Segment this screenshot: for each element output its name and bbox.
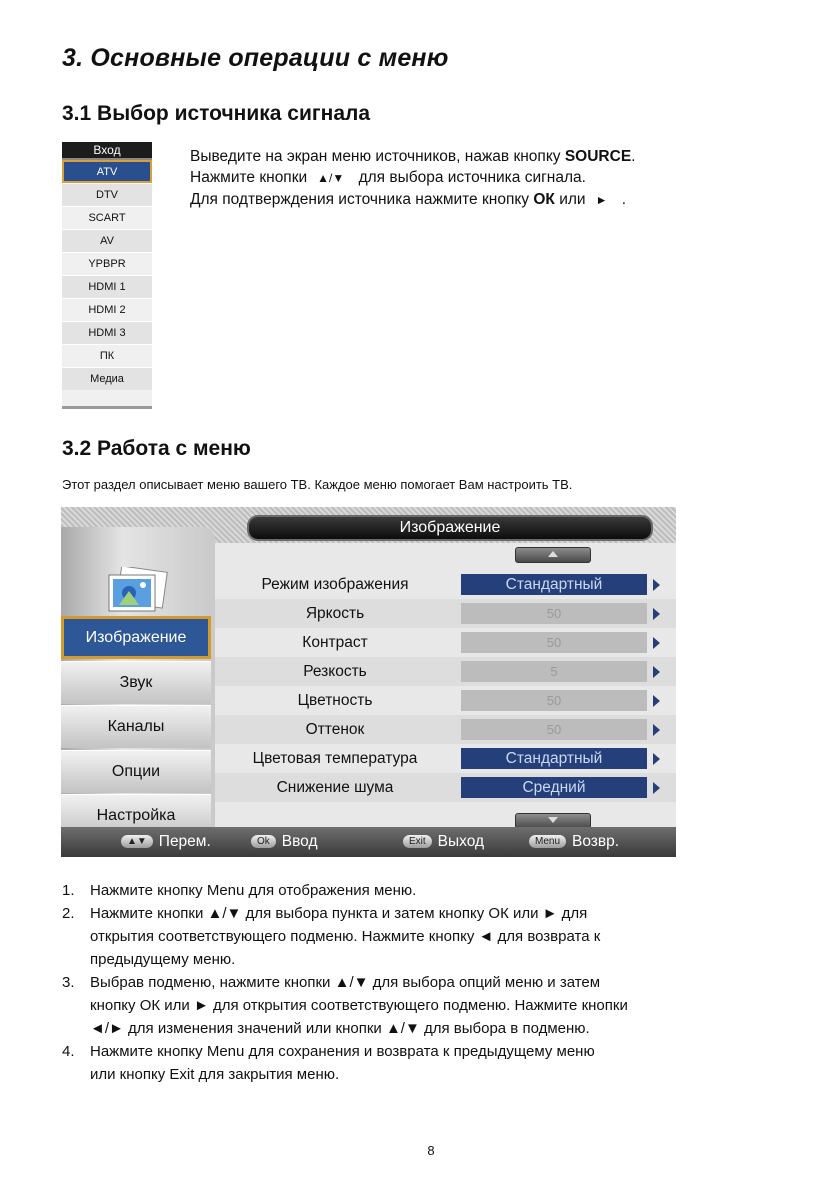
tv-menu-hint-bar <box>61 827 676 857</box>
instruction-line-3: Для подтверждения источника нажмите кнопку ОК или ► . <box>190 189 635 211</box>
instruction-line-2: Нажмите кнопки ▲/▼ для выбора источника сигнала. <box>190 167 635 189</box>
menu-row-label: Яркость <box>305 605 365 622</box>
hint-label: Ввод <box>281 833 318 850</box>
menu-row[interactable] <box>215 773 676 802</box>
source-item[interactable]: HDMI 3 <box>62 321 152 344</box>
source-item[interactable]: AV <box>62 229 152 252</box>
menu-row-label: Контраст <box>302 634 368 651</box>
right-arrow-icon[interactable] <box>653 782 660 794</box>
right-arrow-icon[interactable] <box>653 695 660 707</box>
right-arrow-icon[interactable] <box>653 579 660 591</box>
hint-item <box>529 832 619 852</box>
menu-row-value[interactable]: 50 <box>461 719 647 740</box>
tab-1[interactable]: Изображение <box>61 616 211 659</box>
down-arrow-icon <box>548 817 558 823</box>
menu-row[interactable] <box>215 686 676 715</box>
tv-menu-sidebar <box>61 527 215 827</box>
tab-5[interactable]: Настройка <box>61 794 211 837</box>
menu-row-label: Снижение шума <box>276 779 394 796</box>
step-item <box>62 902 628 971</box>
menu-row-value[interactable]: 50 <box>461 690 647 711</box>
menu-row-value[interactable]: 50 <box>461 603 647 624</box>
instruction-line-1: Выведите на экран меню источников, нажав кнопку SOURCE. <box>190 148 636 165</box>
right-arrow-icon[interactable] <box>653 637 660 649</box>
tv-menu-screenshot <box>61 507 676 857</box>
hint-item <box>403 832 484 852</box>
menu-row-label: Цветность <box>297 692 373 709</box>
step-line: открытия соответствующего подменю. Нажмите кнопку ◄ для возврата к <box>90 928 601 945</box>
menu-row[interactable] <box>215 744 676 773</box>
source-list-header: Вход <box>62 142 152 160</box>
source-item[interactable]: SCART <box>62 206 152 229</box>
menu-row-value[interactable]: Стандартный <box>461 574 647 595</box>
step-line: ◄/► для изменения значений или кнопки ▲/▼ для выбора в подменю. <box>90 1020 590 1037</box>
step-line: или кнопку Exit для закрытия меню. <box>90 1066 340 1083</box>
tab-2[interactable]: Звук <box>61 661 211 704</box>
source-item[interactable]: ATV <box>62 160 152 183</box>
menu-row-value[interactable]: Стандартный <box>461 748 647 769</box>
menu-row[interactable] <box>215 715 676 744</box>
step-line: Нажмите кнопки ▲/▼ для выбора пункта и затем кнопку ОК или ► для <box>90 905 588 922</box>
source-item[interactable]: HDMI 2 <box>62 298 152 321</box>
remote-key-icon: Exit <box>403 835 432 848</box>
scroll-up-button[interactable] <box>515 547 591 563</box>
hint-label: Возвр. <box>572 833 620 850</box>
hint-item <box>251 832 318 852</box>
source-instructions <box>190 146 635 211</box>
section-menu-description: Этот раздел описывает меню вашего ТВ. Каждое меню помогает Вам настроить ТВ. <box>62 477 573 492</box>
step-number: 4. <box>62 1043 75 1060</box>
menu-row-value[interactable]: 5 <box>461 661 647 682</box>
hint-label: Перем. <box>158 833 211 850</box>
section-source-title: 3.1 Выбор источника сигнала <box>62 102 371 125</box>
menu-row-label: Цветовая температура <box>252 750 418 767</box>
instruction-steps <box>62 879 628 1086</box>
step-number: 1. <box>62 882 75 899</box>
menu-row[interactable] <box>215 599 676 628</box>
menu-row-label: Резкость <box>303 663 367 680</box>
right-arrow-icon: ► <box>595 193 608 207</box>
remote-key-icon: Ok <box>251 835 276 848</box>
menu-row-value[interactable]: 50 <box>461 632 647 653</box>
step-line: кнопку ОК или ► для открытия соответствующего подменю. Нажмите кнопки <box>90 997 628 1014</box>
source-list <box>62 142 152 409</box>
step-number: 2. <box>62 905 75 922</box>
source-item[interactable]: Медиа <box>62 367 152 390</box>
source-item[interactable]: DTV <box>62 183 152 206</box>
page-heading: 3. Основные операции с меню <box>62 44 449 72</box>
step-line: предыдущему меню. <box>90 951 236 968</box>
step-item <box>62 879 628 902</box>
tab-3[interactable]: Каналы <box>61 705 211 748</box>
page-number: 8 <box>427 1143 435 1158</box>
tv-menu-content <box>215 543 676 827</box>
remote-key-icon: Menu <box>529 835 566 848</box>
remote-key-icon: ▲▼ <box>121 835 153 848</box>
menu-row[interactable] <box>215 657 676 686</box>
step-line: Выбрав подменю, нажмите кнопки ▲/▼ для выбора опций меню и затем <box>90 974 601 991</box>
right-arrow-icon[interactable] <box>653 608 660 620</box>
section-menu-title: 3.2 Работа с меню <box>62 437 251 460</box>
hint-label: Выход <box>437 833 485 850</box>
right-arrow-icon[interactable] <box>653 666 660 678</box>
source-item[interactable]: HDMI 1 <box>62 275 152 298</box>
source-item[interactable]: YPBPR <box>62 252 152 275</box>
menu-row[interactable] <box>215 628 676 657</box>
up-arrow-icon <box>548 551 558 557</box>
picture-icon <box>105 567 169 615</box>
right-arrow-icon[interactable] <box>653 753 660 765</box>
up-down-arrows-icon: ▲/▼ <box>317 171 345 185</box>
step-item <box>62 971 628 1040</box>
menu-row-value[interactable]: Средний <box>461 777 647 798</box>
menu-row-label: Оттенок <box>305 721 365 738</box>
tv-menu-title: Изображение <box>247 515 653 541</box>
menu-row-label: Режим изображения <box>261 576 409 593</box>
step-item <box>62 1040 628 1086</box>
tab-4[interactable]: Опции <box>61 750 211 793</box>
right-arrow-icon[interactable] <box>653 724 660 736</box>
step-number: 3. <box>62 974 75 991</box>
hint-item <box>121 832 211 852</box>
step-line: Нажмите кнопку Menu для сохранения и возврата к предыдущему меню <box>90 1043 595 1060</box>
step-line: Нажмите кнопку Menu для отображения меню. <box>90 882 417 899</box>
source-item[interactable]: ПК <box>62 344 152 367</box>
menu-row[interactable] <box>215 570 676 599</box>
